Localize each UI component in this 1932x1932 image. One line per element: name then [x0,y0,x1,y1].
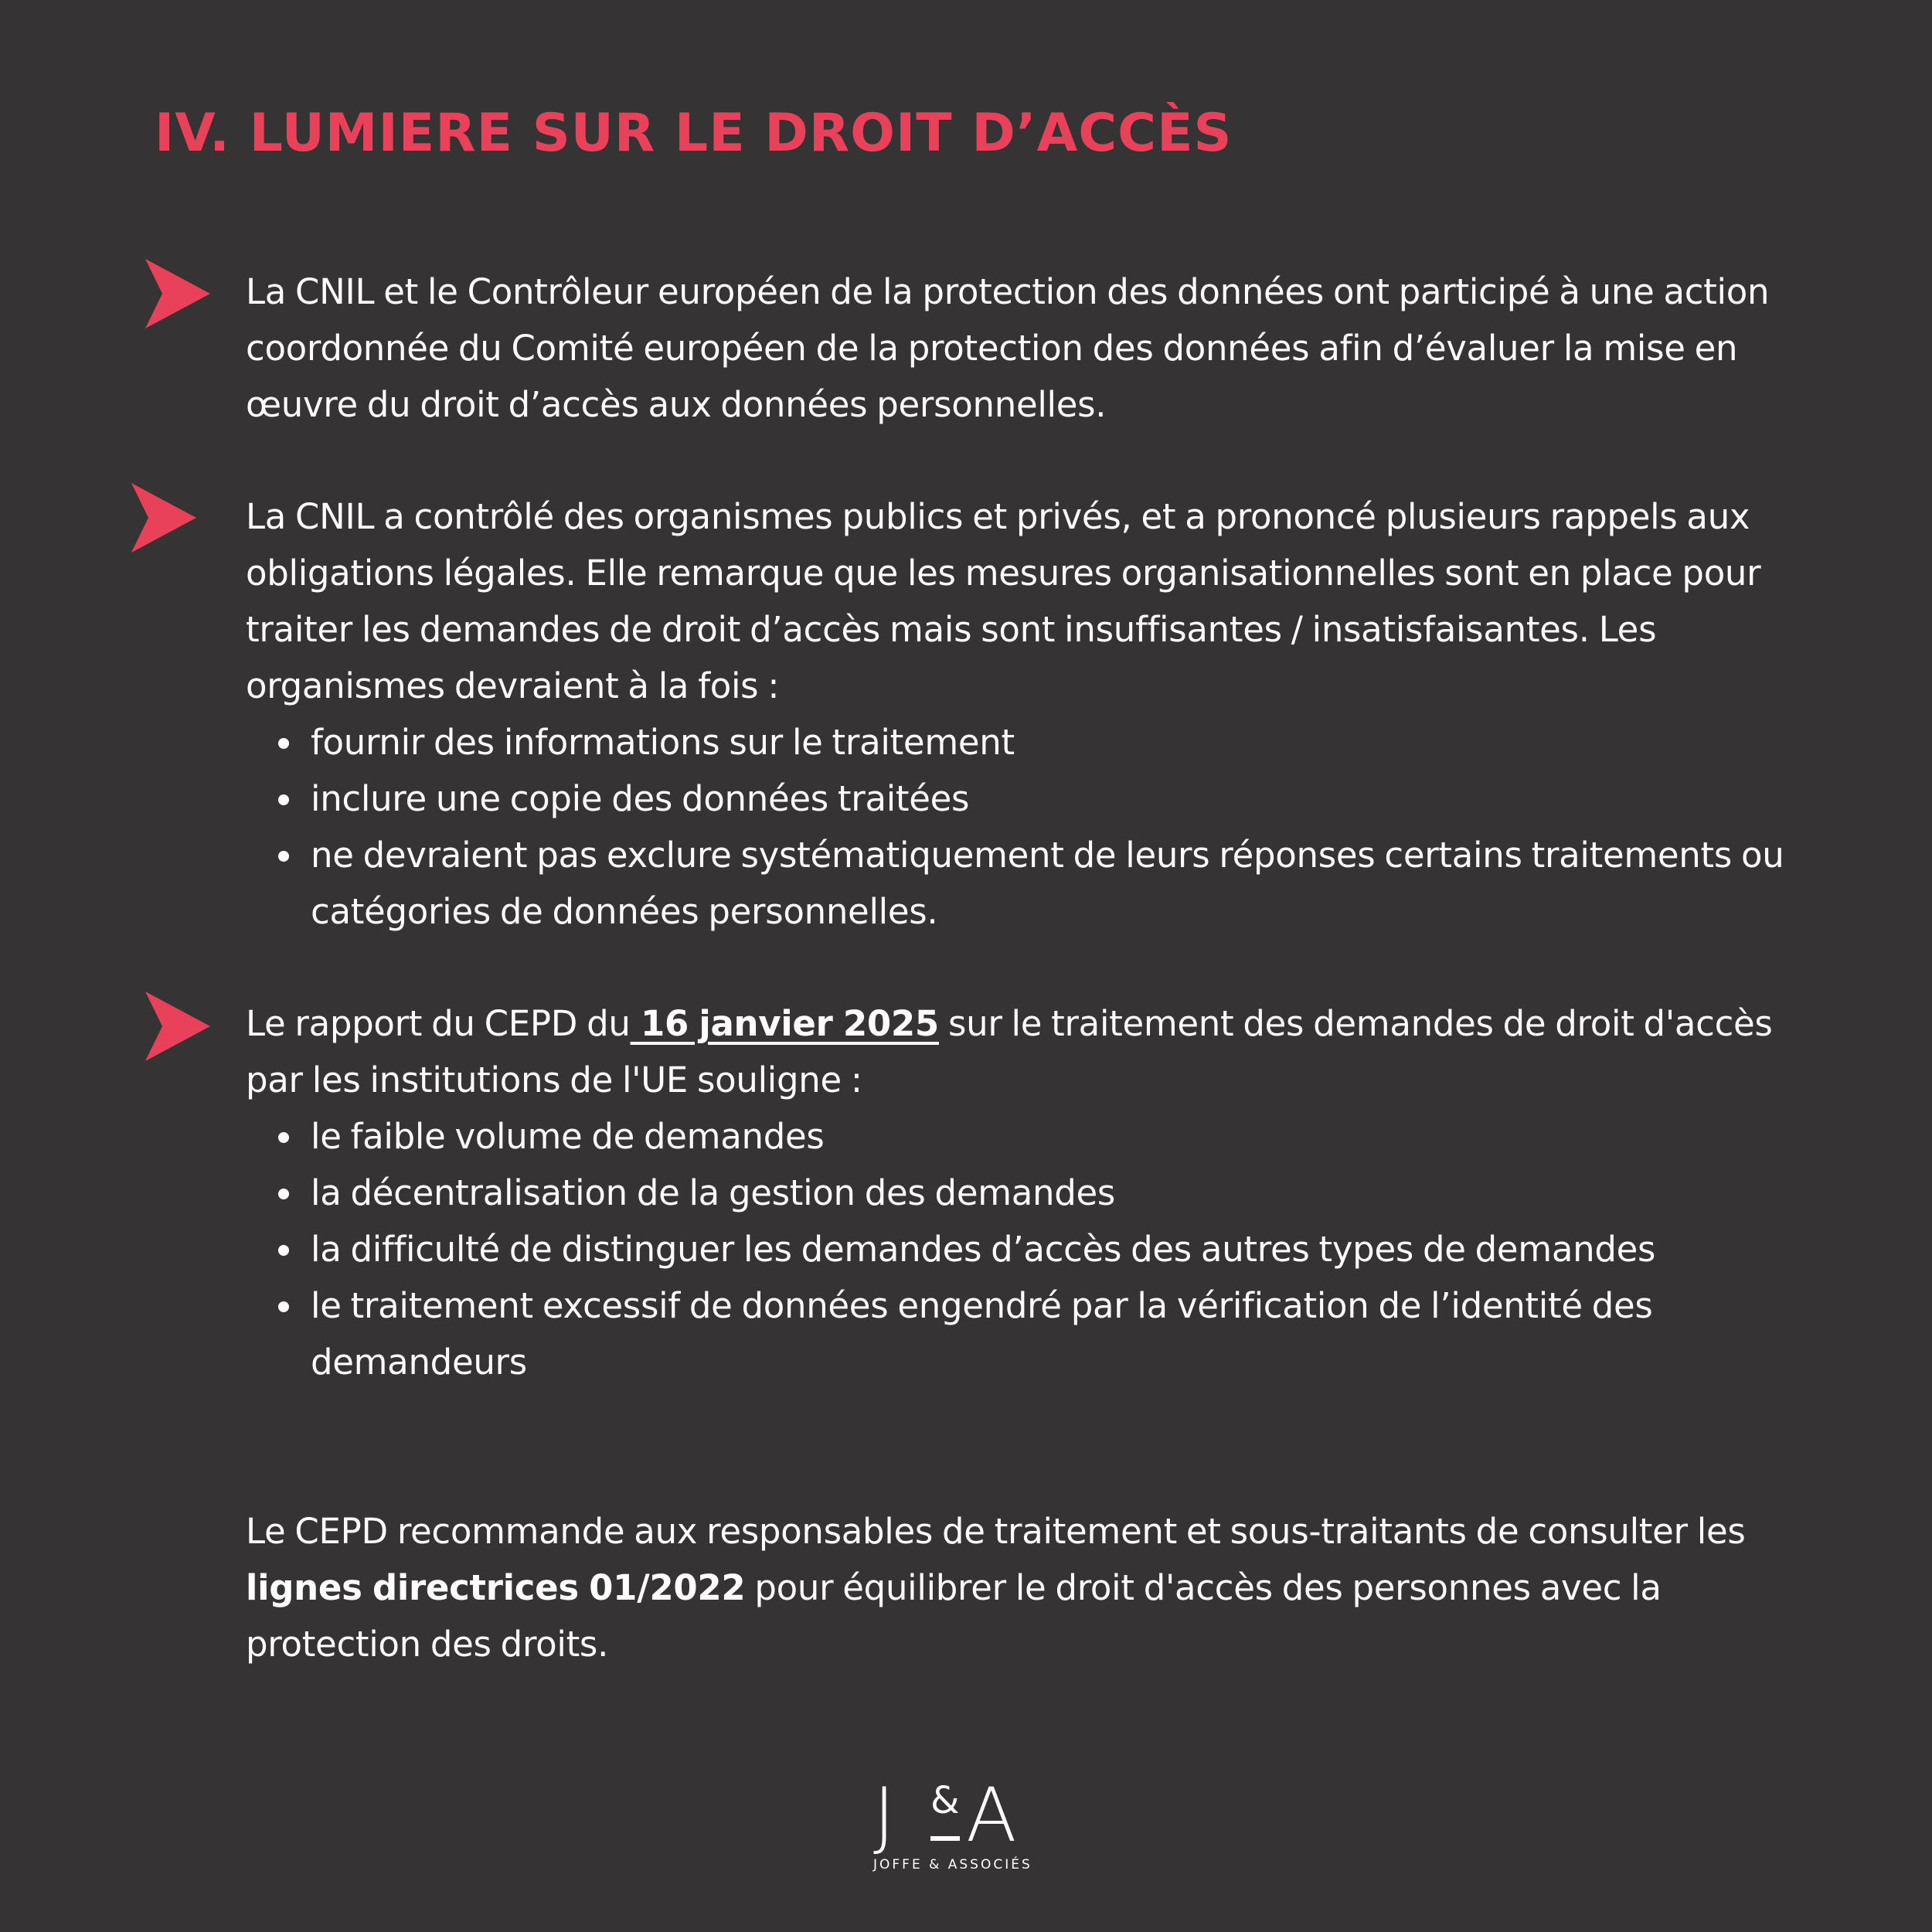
bullet-list [246,714,1807,940]
svg-text:J: J [873,1772,896,1859]
list-item: la décentralisation de la gestion des demandes [246,1165,1807,1221]
joffe-associes-logo [842,1770,1090,1878]
list-item: la difficulté de distinguer les demandes d’accès des autres types de demandes [246,1221,1807,1277]
svg-text:JOFFE & ASSOCIÉS: JOFFE & ASSOCIÉS [873,1857,1032,1872]
bullet-dot-icon [278,1189,289,1199]
bullet-dot-icon [278,851,289,862]
list-item: ne devraient pas exclure systématiquement de leurs réponses certains traitements ou catégories de données personnelles. [246,827,1807,940]
bullet-dot-icon [278,1301,289,1312]
chevron-right-icon [131,483,196,553]
list-item: fournir des informations sur le traitement [246,714,1807,770]
svg-text:&: & [930,1779,960,1822]
bullet-dot-icon [278,1132,289,1143]
bullet-list [246,1108,1807,1390]
recommendation [246,1503,1807,1672]
bullet-dot-icon [278,1245,289,1256]
svg-text:A: A [966,1772,1017,1859]
report-date-link[interactable]: 16 janvier 2025 [630,1003,939,1044]
bullet-dot-icon [278,794,289,805]
page-title: IV. LUMIERE SUR LE DROIT D’ACCÈS [155,103,1233,164]
list-item: le traitement excessif de données engendré par la vérification de l’identité des demandeurs [246,1277,1807,1390]
section-text: Le rapport du CEPD du 16 janvier 2025 sur le traitement des demandes de droit d'accès par les institutions de l'UE souligne : [246,1003,1773,1100]
list-item: inclure une copie des données traitées [246,770,1807,827]
section-text: La CNIL a contrôlé des organismes publics et privés, et a prononcé plusieurs rappels aux obligations légales. Elle remarque que les mesures organisationnelles sont en place pour traiter les demandes de droit d’accès mais sont insuffisantes / insatisfaisantes. Les organismes devraient à la fois : [246,496,1761,706]
section-cnil-edps [246,264,1807,433]
list-item: le faible volume de demandes [246,1108,1807,1165]
section-edps-report [246,995,1807,1390]
chevron-right-icon [145,992,210,1061]
recommendation-text: Le CEPD recommande aux responsables de traitement et sous-traitants de consulter les lignes directrices 01/2022 pour équilibrer le droit d'accès des personnes avec la protection des droits. [246,1511,1746,1665]
section-cnil-controls [246,488,1807,940]
chevron-right-icon [145,259,210,328]
bullet-dot-icon [278,738,289,749]
section-text: La CNIL et le Contrôleur européen de la protection des données ont participé à une action coordonnée du Comité européen de la protection des données afin d’évaluer la mise en œuvre du droit d’accès aux données personnelles. [246,271,1770,425]
guidelines-reference: lignes directrices 01/2022 [246,1567,746,1608]
